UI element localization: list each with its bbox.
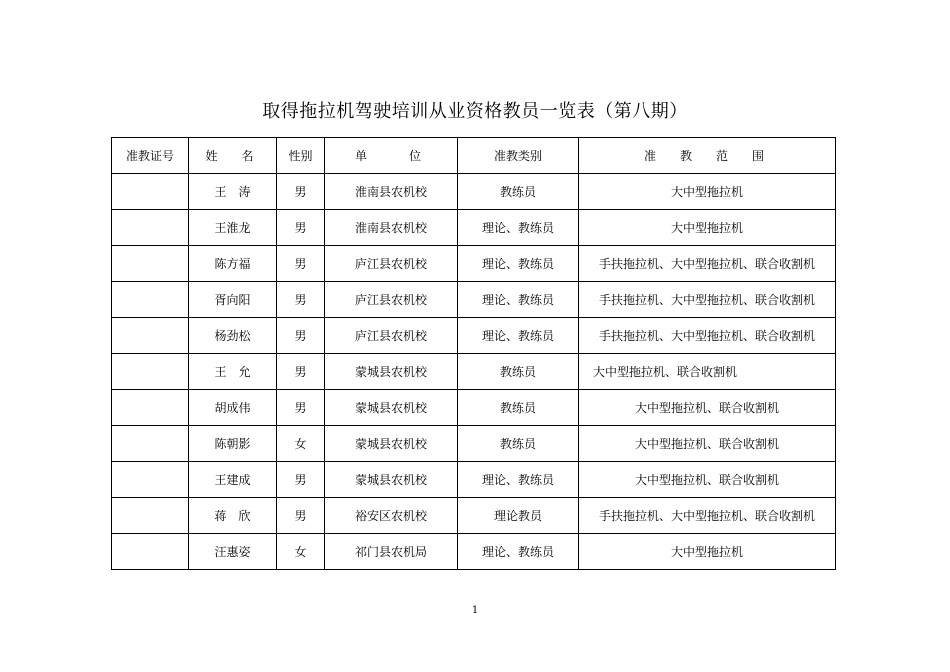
cell-cert-number	[112, 426, 189, 462]
cell-name: 王淮龙	[189, 210, 277, 246]
cell-scope: 手扶拖拉机、大中型拖拉机、联合收割机	[579, 246, 836, 282]
cell-scope: 大中型拖拉机、联合收割机	[579, 390, 836, 426]
cell-category: 教练员	[458, 426, 579, 462]
cell-gender: 男	[277, 354, 325, 390]
cell-cert-number	[112, 282, 189, 318]
cell-scope: 手扶拖拉机、大中型拖拉机、联合收割机	[579, 318, 836, 354]
table-row	[112, 282, 836, 318]
cell-name: 王 涛	[189, 174, 277, 210]
cell-category: 教练员	[458, 174, 579, 210]
cell-category: 理论、教练员	[458, 534, 579, 570]
cell-gender: 男	[277, 174, 325, 210]
table-row	[112, 354, 836, 390]
cell-unit: 庐江县农机校	[325, 318, 458, 354]
cell-scope: 大中型拖拉机、联合收割机	[579, 426, 836, 462]
table-row	[112, 246, 836, 282]
cell-scope: 大中型拖拉机	[579, 534, 836, 570]
cell-gender: 男	[277, 210, 325, 246]
cell-name: 陈方福	[189, 246, 277, 282]
cell-unit: 蒙城县农机校	[325, 354, 458, 390]
cell-unit: 蒙城县农机校	[325, 390, 458, 426]
cell-cert-number	[112, 390, 189, 426]
table-row	[112, 534, 836, 570]
cell-unit: 庐江县农机校	[325, 246, 458, 282]
header-gender: 性别	[277, 138, 325, 174]
table-row	[112, 462, 836, 498]
cell-category: 教练员	[458, 354, 579, 390]
cell-cert-number	[112, 498, 189, 534]
table-row	[112, 174, 836, 210]
cell-gender: 男	[277, 318, 325, 354]
cell-scope: 大中型拖拉机	[579, 174, 836, 210]
instructor-table	[111, 137, 836, 570]
cell-category: 理论、教练员	[458, 210, 579, 246]
cell-category: 理论、教练员	[458, 246, 579, 282]
header-name: 姓 名	[189, 138, 277, 174]
cell-cert-number	[112, 534, 189, 570]
cell-name: 汪惠姿	[189, 534, 277, 570]
cell-category: 教练员	[458, 390, 579, 426]
cell-name: 胡成伟	[189, 390, 277, 426]
cell-cert-number	[112, 354, 189, 390]
header-unit: 单 位	[325, 138, 458, 174]
table-row	[112, 390, 836, 426]
table-row	[112, 318, 836, 354]
cell-cert-number	[112, 318, 189, 354]
cell-gender: 女	[277, 426, 325, 462]
cell-name: 王建成	[189, 462, 277, 498]
cell-name: 蒋 欣	[189, 498, 277, 534]
cell-cert-number	[112, 174, 189, 210]
table-row	[112, 426, 836, 462]
cell-unit: 淮南县农机校	[325, 174, 458, 210]
header-cert-number: 准教证号	[112, 138, 189, 174]
cell-unit: 蒙城县农机校	[325, 426, 458, 462]
cell-cert-number	[112, 246, 189, 282]
cell-unit: 祁门县农机局	[325, 534, 458, 570]
cell-gender: 男	[277, 498, 325, 534]
cell-category: 理论、教练员	[458, 462, 579, 498]
cell-scope: 大中型拖拉机	[579, 210, 836, 246]
cell-category: 理论教员	[458, 498, 579, 534]
page-number: 1	[471, 605, 479, 616]
cell-unit: 蒙城县农机校	[325, 462, 458, 498]
cell-name: 陈朝影	[189, 426, 277, 462]
header-category: 准教类别	[458, 138, 579, 174]
cell-gender: 男	[277, 462, 325, 498]
cell-scope: 手扶拖拉机、大中型拖拉机、联合收割机	[579, 282, 836, 318]
table-row	[112, 498, 836, 534]
cell-scope: 大中型拖拉机、联合收割机	[579, 462, 836, 498]
cell-name: 杨劲松	[189, 318, 277, 354]
cell-unit: 裕安区农机校	[325, 498, 458, 534]
cell-gender: 男	[277, 390, 325, 426]
header-scope: 准 教 范 围	[579, 138, 836, 174]
cell-cert-number	[112, 462, 189, 498]
cell-name: 王 允	[189, 354, 277, 390]
cell-scope: 大中型拖拉机、联合收割机	[579, 354, 836, 390]
cell-gender: 男	[277, 246, 325, 282]
cell-cert-number	[112, 210, 189, 246]
table-row	[112, 210, 836, 246]
document-title: 取得拖拉机驾驶培训从业资格教员一览表（第八期）	[262, 101, 688, 122]
cell-category: 理论、教练员	[458, 282, 579, 318]
cell-unit: 庐江县农机校	[325, 282, 458, 318]
cell-scope: 手扶拖拉机、大中型拖拉机、联合收割机	[579, 498, 836, 534]
cell-gender: 男	[277, 282, 325, 318]
cell-gender: 女	[277, 534, 325, 570]
cell-category: 理论、教练员	[458, 318, 579, 354]
table-header-row	[112, 138, 836, 174]
cell-name: 胥向阳	[189, 282, 277, 318]
cell-unit: 淮南县农机校	[325, 210, 458, 246]
